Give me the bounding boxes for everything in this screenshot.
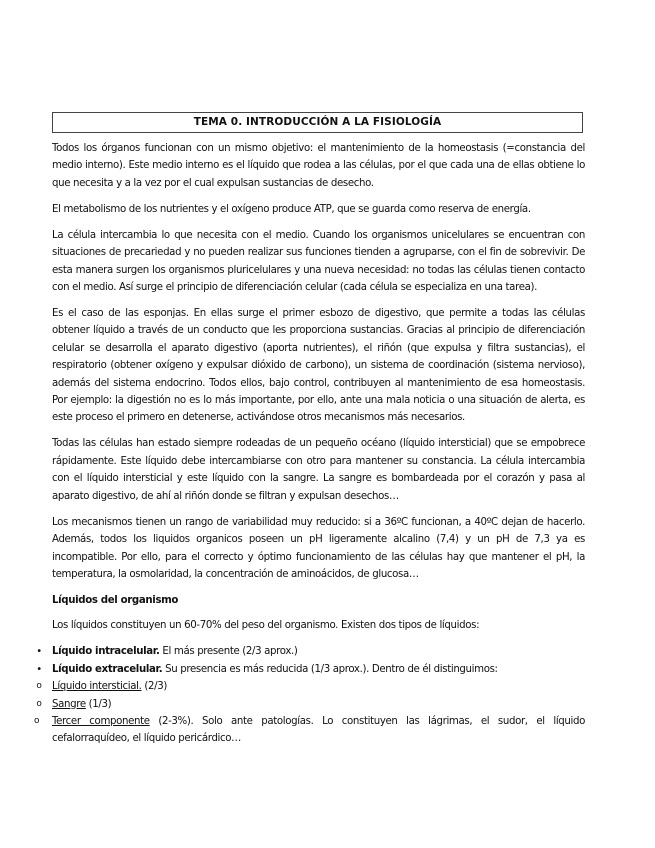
list-item-interstitial xyxy=(36,678,585,695)
paragraph-sponges: Es el caso de las esponjas. En ellas surge el primer esbozo de digestivo, que permite a todas las células obtener líquido a través de un conducto que les proporciona sustancias. Gracias al principio de diferenciación celular se desarrolla el aparato digestivo (aporta nutrientes), el riñón (que expulsa y filtra sustancias), el respiratorio (obtener oxígeno y expulsar dióxido de carbono), un sistema de coordinación (sistema nervioso), además del sistema endocrino. Todos ellos, bajo control, contribuyen al mantenimiento de esa homeostasis. Por ejemplo: la digestión no es lo más importante, por ello, ante una mala noticia o una situación de alerta, es este proceso el primero en detenerse, activándose otros mecanismos más necesarios. xyxy=(52,308,585,424)
list-item-text: Su presencia es más reducida (1/3 aprox.). Dentro de él distinguimos: xyxy=(162,663,498,675)
list-item-term: Sangre xyxy=(52,698,86,710)
bullet-circle-icon: o xyxy=(36,698,42,709)
bullet-disc-icon: • xyxy=(36,663,42,675)
bullet-disc-icon: • xyxy=(36,646,42,658)
paragraph-cell-exchange: La célula intercambia lo que necesita con el medio. Cuando los organismos unicelulares se encuentran con situaciones de precariedad y no pueden realizar sus funciones tienden a agruparse, con el fin de sobrevivir. De esta manera surgen los organismos pluricelulares y una nueva necesidad: no todas las células tienen contacto con el medio. Así surge el principio de diferenciación celular (cada célula se especializa en una tarea). xyxy=(52,229,585,294)
list-item-blood xyxy=(36,696,585,713)
paragraph-metabolism: El metabolismo de los nutrientes y el oxígeno produce ATP, que se guarda como reserva de energía. xyxy=(52,203,531,215)
bullet-circle-icon: o xyxy=(34,715,40,726)
list-item-term: Tercer componente xyxy=(52,715,150,727)
list-item-third-component xyxy=(34,713,586,748)
section-heading: Líquidos del organismo xyxy=(52,594,179,606)
list-item-term: Líquido extracelular. xyxy=(52,663,163,675)
list-item-text: (2-3%). Solo ante patologías. Lo constituyen las lágrimas, el sudor, el líquido cefalorraquídeo, el líquido pericárdico… xyxy=(52,715,586,745)
paragraph-mechanisms: Los mecanismos tienen un rango de variabilidad muy reducido: si a 36ºC funcionan, a 40ºC dejan de hacerlo. Además, todos los liquidos organicos poseen un pH ligeramente alcalino (7,4) y un pH de 7,3 ya es incompatible. Por ello, para el correcto y óptimo funcionamiento de las células hay que mantener el pH, la temperatura, la osmolaridad, la concentración de aminoácidos, de glucosa… xyxy=(52,516,585,580)
document-title: TEMA 0. INTRODUCCIÓN A LA FISIOLOGÍA xyxy=(52,112,583,133)
paragraph-interstitial-ocean: Todas las células han estado siempre rodeadas de un pequeño océano (líquido intersticial) que se empobrece rápidamente. Este líquido debe intercambiarse con otro para mantener su constancia. La célula intercambia con el líquido intersticial y este líquido con la sangre. La sangre es bombardeada por el corazón y pasa al aparato digestivo, de ahí al riñón donde se filtran y expulsan desechos… xyxy=(52,438,585,502)
document-body xyxy=(34,140,586,748)
section-intro: Los líquidos constituyen un 60-70% del peso del organismo. Existen dos tipos de líquidos: xyxy=(52,620,480,632)
list-item-text: El más presente (2/3 aprox.) xyxy=(159,646,298,658)
bullet-circle-icon: o xyxy=(36,681,42,692)
list-item-text: (2/3) xyxy=(141,681,167,693)
list-item-term: Líquido intersticial. xyxy=(52,681,142,693)
list-item-text: (1/3) xyxy=(85,698,112,710)
list-item-intracellular xyxy=(36,643,585,660)
list-item-extracellular xyxy=(36,661,585,678)
paragraph-homeostasis: Todos los órganos funcionan con un mismo objetivo: el mantenimiento de la homeostasis (=constancia del medio interno). Este medio interno es el líquido que rodea a las células, por el que cada una de ellas obtiene lo que necesita y a la vez por el cual expulsan sustancias de desecho. xyxy=(52,143,585,189)
fluids-list xyxy=(34,643,586,747)
list-item-term: Líquido intracelular. xyxy=(52,646,160,658)
